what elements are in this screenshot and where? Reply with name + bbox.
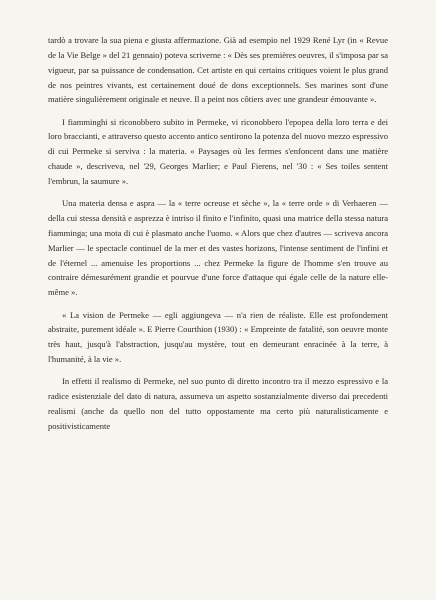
- paragraph-3: Una materia densa e aspra — la « terre ocreuse et sèche », la « terre orde » di Verhaeren — della cui stessa densità e asprezza è intriso il finito e l'infinito, quasi una matrice della stessa natura fiamminga; una mota di cui è plasmato anche l'uomo. « Alors que chez d'autres — scriveva ancora Marlier — le spectacle continuel de la mer et des vastes horizons, l'intense sentiment de l'infini et de l'éternel ... amenuise les proportions ... chez Permeke la figure de l'homme s'en trouve au contraire démesurément grandie et pourvue d'une force d'attaque qui égale celle de la nature elle-même ».: [48, 198, 388, 298]
- paragraph-1: tardò a trovare la sua piena e giusta affermazione. Già ad esempio nel 1929 René Lyr (in « Revue de la Vie Belge » del 21 gennaio) poteva scriverne : « Dès ses premières oeuvres, il s'imposa par sa vigueur, par sa puissance de condensation. Cet artiste en qui certains critiques voient le plus grand de nos peintres vivants, est certainement doué de dons exceptionnels. Ses marines sont d'une matière singulièrement originale et neuve. Il a peint nos côtiers avec une grandeur émouvante ».: [48, 35, 388, 105]
- paragraph-5: In effetti il realismo di Permeke, nel suo punto di diretto incontro tra il mezzo espressivo e la radice esistenziale del dato di natura, assumeva un aspetto sostanzialmente diverso dai precedenti realismi (anche da quello non del tutto oppostamente ma certo più naturalisticamente e positivisticamente: [48, 376, 388, 431]
- body-text: [48, 33, 388, 434]
- paragraph-4: « La vision de Permeke — egli aggiungeva — n'a rien de réaliste. Elle est profondement abstraite, purement idéale ». E Pierre Courthion (1930) : « Empreinte de fatalité, son oeuvre monte très haut, jusqu'à l'abstraction, jusqu'au mystère, tout en demeurant enracinée à la terre, à l'humanité, à la vie ».: [48, 309, 388, 365]
- paragraph-2: I fiamminghi si riconobbero subito in Permeke, vi riconobbero l'epopea della loro terra e dei loro braccianti, e attraverso questo accento antico sentirono la potenza del nuovo mezzo espressivo di cui Permeke si serviva : la materia. « Paysages où les fermes s'enfoncent dans une matière chaude », descriveva, nel '29, Georges Marlier; e Paul Fierens, nel '30 : « Ses toiles sentent l'embrun, la saumure ».: [48, 116, 388, 186]
